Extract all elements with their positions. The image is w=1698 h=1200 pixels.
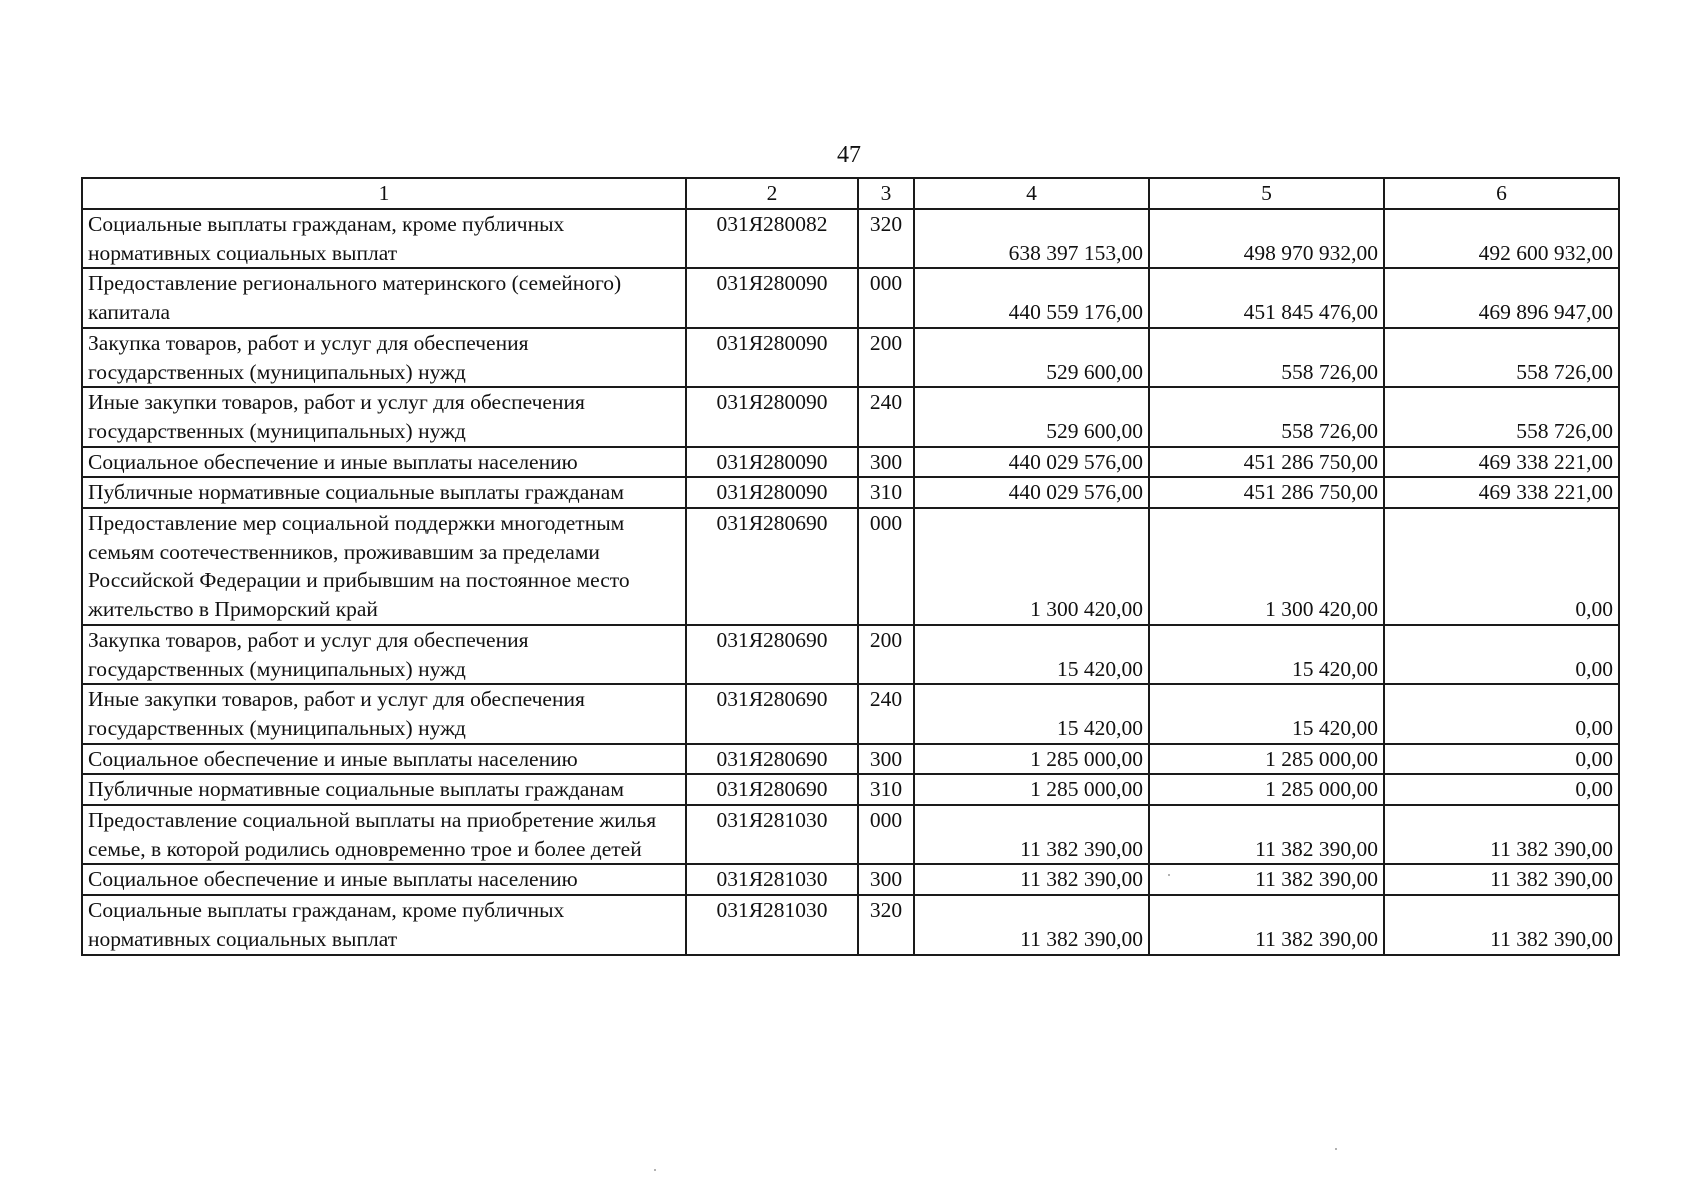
row-name: Предоставление мер социальной поддержки многодетным семьям соотечественников, проживавшим за пределами Российской Федерации и прибывшим на постоянное место жительство в Приморский край — [82, 508, 686, 625]
table-row — [82, 805, 1619, 864]
row-name: Публичные нормативные социальные выплаты гражданам — [82, 477, 686, 508]
row-name: Публичные нормативные социальные выплаты гражданам — [82, 774, 686, 805]
row-expense-type: 300 — [858, 447, 914, 478]
row-value-col6: 558 726,00 — [1384, 328, 1619, 387]
row-value-col6: 469 896 947,00 — [1384, 268, 1619, 327]
scan-speck — [1335, 1148, 1337, 1150]
row-code: 031Я280090 — [686, 387, 858, 446]
row-value-col4: 15 420,00 — [914, 684, 1149, 743]
row-value-col6: 0,00 — [1384, 684, 1619, 743]
row-value-col5: 1 300 420,00 — [1149, 508, 1384, 625]
column-header-1: 1 — [82, 178, 686, 209]
row-value-col5: 451 286 750,00 — [1149, 477, 1384, 508]
row-value-col4: 11 382 390,00 — [914, 864, 1149, 895]
row-name: Закупка товаров, работ и услуг для обеспечения государственных (муниципальных) нужд — [82, 625, 686, 684]
row-name: Социальные выплаты гражданам, кроме публичных нормативных социальных выплат — [82, 895, 686, 954]
row-value-col5: 1 285 000,00 — [1149, 744, 1384, 775]
row-value-col6: 0,00 — [1384, 625, 1619, 684]
page-number: 47 — [837, 142, 861, 168]
row-value-col6: 11 382 390,00 — [1384, 805, 1619, 864]
scan-speck — [654, 1169, 656, 1171]
row-name: Социальные выплаты гражданам, кроме публичных нормативных социальных выплат — [82, 209, 686, 268]
row-value-col6: 469 338 221,00 — [1384, 477, 1619, 508]
column-header-5: 5 — [1149, 178, 1384, 209]
row-code: 031Я280090 — [686, 447, 858, 478]
row-value-col4: 440 029 576,00 — [914, 447, 1149, 478]
row-expense-type: 300 — [858, 864, 914, 895]
row-code: 031Я280082 — [686, 209, 858, 268]
row-expense-type: 310 — [858, 774, 914, 805]
row-code: 031Я280090 — [686, 268, 858, 327]
row-value-col5: 451 286 750,00 — [1149, 447, 1384, 478]
row-value-col4: 1 300 420,00 — [914, 508, 1149, 625]
row-value-col4: 440 559 176,00 — [914, 268, 1149, 327]
row-value-col5: 558 726,00 — [1149, 387, 1384, 446]
row-value-col6: 469 338 221,00 — [1384, 447, 1619, 478]
table-row — [82, 684, 1619, 743]
row-expense-type: 320 — [858, 209, 914, 268]
row-code: 031Я280690 — [686, 508, 858, 625]
row-code: 031Я280690 — [686, 774, 858, 805]
row-expense-type: 300 — [858, 744, 914, 775]
row-value-col5: 15 420,00 — [1149, 625, 1384, 684]
row-expense-type: 000 — [858, 508, 914, 625]
row-name: Иные закупки товаров, работ и услуг для обеспечения государственных (муниципальных) нужд — [82, 684, 686, 743]
column-header-2: 2 — [686, 178, 858, 209]
row-name: Социальное обеспечение и иные выплаты населению — [82, 864, 686, 895]
row-value-col5: 558 726,00 — [1149, 328, 1384, 387]
column-header-6: 6 — [1384, 178, 1619, 209]
row-value-col6: 11 382 390,00 — [1384, 864, 1619, 895]
row-value-col5: 11 382 390,00 — [1149, 895, 1384, 954]
row-value-col5: 451 845 476,00 — [1149, 268, 1384, 327]
row-value-col4: 638 397 153,00 — [914, 209, 1149, 268]
row-code: 031Я281030 — [686, 805, 858, 864]
row-value-col4: 1 285 000,00 — [914, 774, 1149, 805]
table-row — [82, 209, 1619, 268]
budget-table — [81, 177, 1620, 956]
row-value-col6: 0,00 — [1384, 508, 1619, 625]
row-expense-type: 000 — [858, 268, 914, 327]
table-row — [82, 268, 1619, 327]
table-row — [82, 744, 1619, 775]
row-expense-type: 200 — [858, 328, 914, 387]
row-value-col4: 15 420,00 — [914, 625, 1149, 684]
table-row — [82, 477, 1619, 508]
row-value-col5: 11 382 390,00 — [1149, 805, 1384, 864]
row-value-col5: 498 970 932,00 — [1149, 209, 1384, 268]
row-code: 031Я280690 — [686, 684, 858, 743]
column-header-4: 4 — [914, 178, 1149, 209]
table-row — [82, 508, 1619, 625]
row-value-col6: 0,00 — [1384, 774, 1619, 805]
row-name: Иные закупки товаров, работ и услуг для обеспечения государственных (муниципальных) нужд — [82, 387, 686, 446]
row-code: 031Я280090 — [686, 328, 858, 387]
row-value-col4: 11 382 390,00 — [914, 805, 1149, 864]
row-value-col6: 0,00 — [1384, 744, 1619, 775]
row-expense-type: 240 — [858, 684, 914, 743]
row-expense-type: 000 — [858, 805, 914, 864]
row-value-col6: 492 600 932,00 — [1384, 209, 1619, 268]
row-value-col5: 15 420,00 — [1149, 684, 1384, 743]
row-value-col6: 558 726,00 — [1384, 387, 1619, 446]
table-row — [82, 328, 1619, 387]
row-value-col6: 11 382 390,00 — [1384, 895, 1619, 954]
table-row — [82, 447, 1619, 478]
table-row — [82, 625, 1619, 684]
row-code: 031Я281030 — [686, 864, 858, 895]
table-row — [82, 387, 1619, 446]
row-name: Закупка товаров, работ и услуг для обеспечения государственных (муниципальных) нужд — [82, 328, 686, 387]
scan-speck — [1168, 874, 1170, 876]
row-value-col5: 11 382 390,00 — [1149, 864, 1384, 895]
row-name: Социальное обеспечение и иные выплаты населению — [82, 744, 686, 775]
row-value-col4: 529 600,00 — [914, 387, 1149, 446]
row-value-col4: 11 382 390,00 — [914, 895, 1149, 954]
row-value-col4: 1 285 000,00 — [914, 744, 1149, 775]
row-expense-type: 240 — [858, 387, 914, 446]
row-value-col4: 529 600,00 — [914, 328, 1149, 387]
row-expense-type: 320 — [858, 895, 914, 954]
row-value-col5: 1 285 000,00 — [1149, 774, 1384, 805]
table-body — [82, 209, 1619, 955]
row-expense-type: 200 — [858, 625, 914, 684]
table-row — [82, 864, 1619, 895]
row-name: Социальное обеспечение и иные выплаты населению — [82, 447, 686, 478]
row-name: Предоставление социальной выплаты на приобретение жилья семье, в которой родились одновременно трое и более детей — [82, 805, 686, 864]
row-expense-type: 310 — [858, 477, 914, 508]
row-code: 031Я281030 — [686, 895, 858, 954]
row-code: 031Я280090 — [686, 477, 858, 508]
row-code: 031Я280690 — [686, 744, 858, 775]
table-header-row — [82, 178, 1619, 209]
row-code: 031Я280690 — [686, 625, 858, 684]
column-header-3: 3 — [858, 178, 914, 209]
row-name: Предоставление регионального материнского (семейного) капитала — [82, 268, 686, 327]
table-row — [82, 895, 1619, 954]
table-row — [82, 774, 1619, 805]
row-value-col4: 440 029 576,00 — [914, 477, 1149, 508]
